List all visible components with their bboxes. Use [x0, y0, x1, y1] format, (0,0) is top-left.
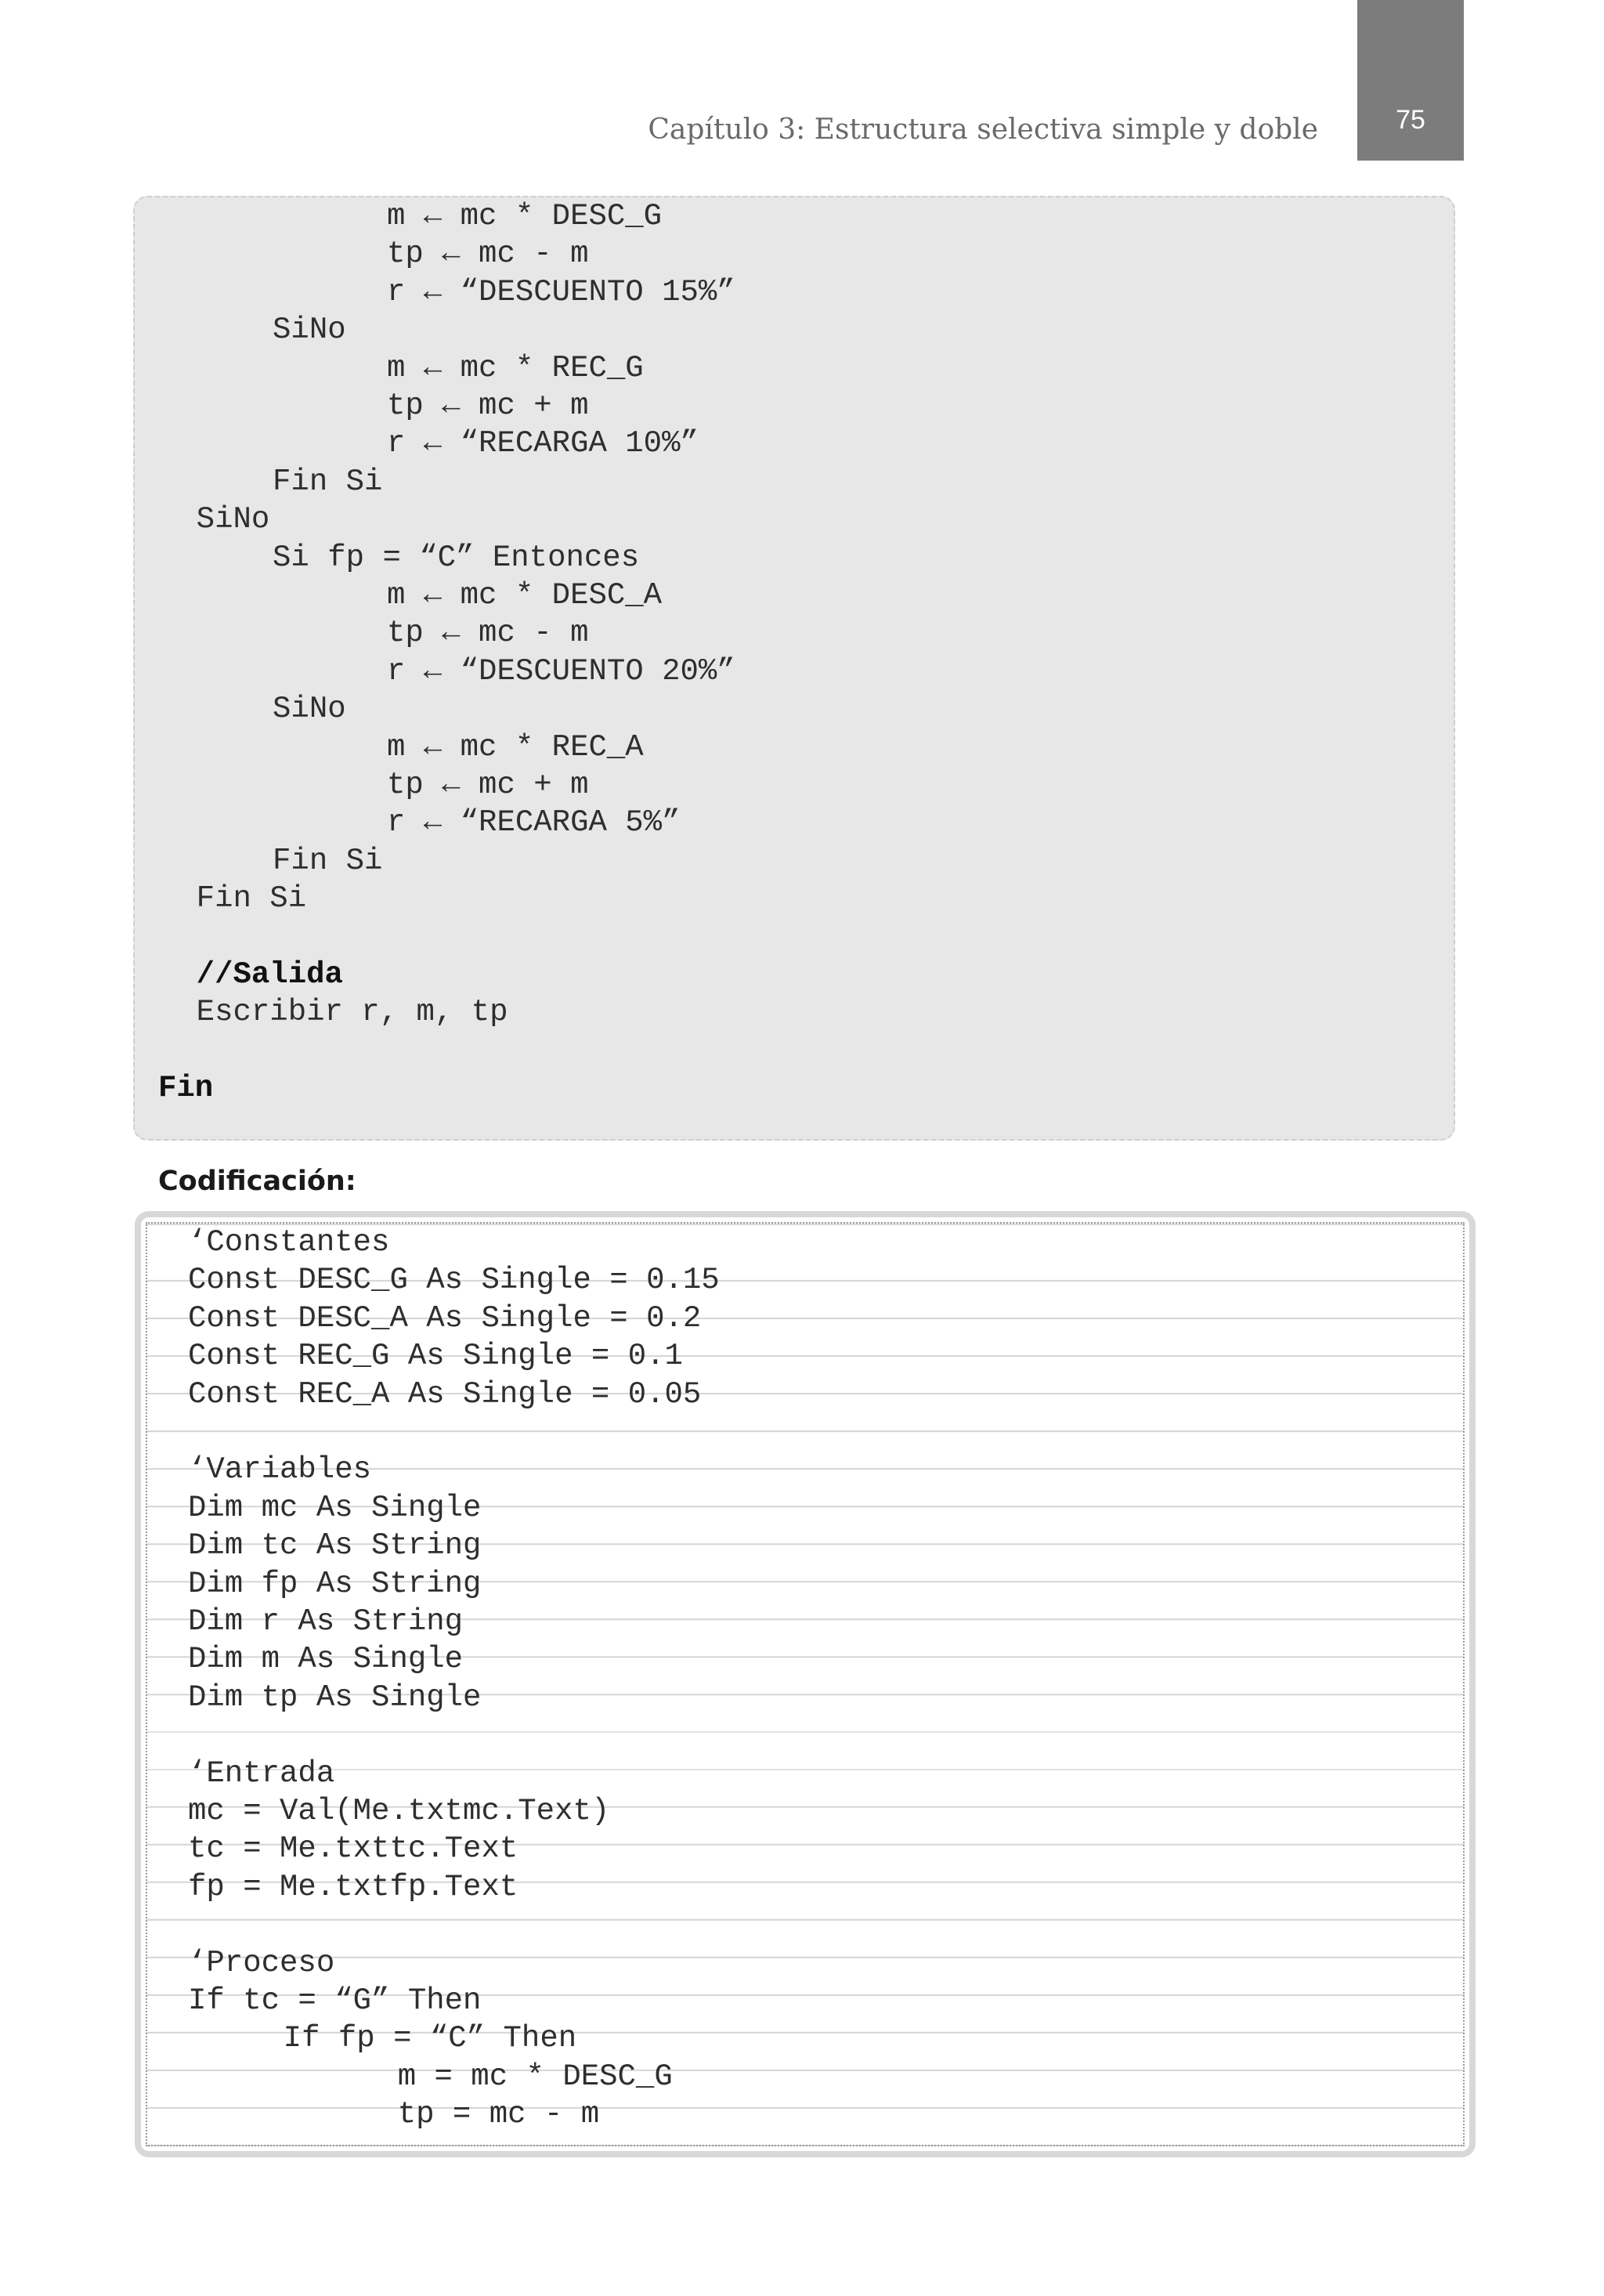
vb-code-line: ‘Entrada: [188, 1755, 335, 1791]
pseudocode-line: r ← “DESCUENTO 20%”: [387, 653, 735, 689]
pseudocode-line: tp ← mc + m: [387, 389, 589, 423]
pseudocode-line: Si fp = “C” Entonces: [273, 540, 640, 575]
pseudocode-line: Fin Si: [273, 464, 383, 499]
vb-code-lined-area: [146, 1222, 1465, 2146]
pseudocode-line: r ← “DESCUENTO 15%”: [387, 274, 735, 309]
vb-code-line: tp = mc - m: [397, 2097, 600, 2132]
pseudocode-line: m ← mc * DESC_A: [387, 578, 663, 613]
pseudocode-line: r ← “RECARGA 5%”: [387, 805, 681, 841]
pseudocode-box: [133, 196, 1455, 1141]
pseudocode-line: Escribir r, m, tp: [196, 995, 508, 1030]
pseudocode-line: //Salida: [196, 957, 343, 992]
vb-code-line: tc = Me.txttc.Text: [188, 1831, 518, 1867]
chapter-title: Capítulo 3: Estructura selectiva simple y doble: [648, 114, 1318, 146]
vb-code-box: [135, 1211, 1476, 2157]
page-number: 75: [1396, 105, 1425, 135]
pseudocode-line: tp ← mc - m: [387, 616, 589, 651]
pseudocode-line: SiNo: [273, 313, 346, 348]
vb-code-line: Dim r As String: [188, 1604, 464, 1639]
vb-code-line: ‘Proceso: [188, 1945, 335, 1980]
vb-code-line: ‘Constantes: [188, 1225, 390, 1260]
pseudocode-line: m ← mc * DESC_G: [387, 199, 663, 233]
vb-code-line: Dim fp As String: [188, 1566, 482, 1601]
vb-code-line: ‘Variables: [188, 1452, 372, 1488]
section-heading-codificacion: Codificación:: [158, 1166, 356, 1197]
vb-code-line: Dim m As Single: [188, 1642, 464, 1677]
vb-code-line: Dim tp As Single: [188, 1680, 482, 1715]
pseudocode-line: tp ← mc + m: [387, 768, 589, 802]
pseudocode-line: m ← mc * REC_G: [387, 350, 644, 385]
pseudocode-line: Fin Si: [196, 881, 307, 917]
vb-code-line: Const DESC_A As Single = 0.2: [188, 1300, 702, 1336]
vb-code-line: fp = Me.txtfp.Text: [188, 1869, 518, 1904]
vb-code-line: If tc = “G” Then: [188, 1983, 482, 2018]
vb-code-line: Const REC_G As Single = 0.1: [188, 1339, 683, 1374]
vb-code-line: m = mc * DESC_G: [397, 2059, 673, 2094]
page-number-tab: [1357, 0, 1464, 161]
vb-code-line: Dim mc As Single: [188, 1490, 482, 1525]
pseudocode-line: r ← “RECARGA 10%”: [387, 426, 699, 461]
pseudocode-line: tp ← mc - m: [387, 237, 589, 272]
vb-code-line: Const REC_A As Single = 0.05: [188, 1376, 702, 1412]
pseudocode-line: m ← mc * REC_A: [387, 729, 644, 765]
pseudocode-line: Fin: [158, 1071, 214, 1106]
vb-code-line: Dim tc As String: [188, 1528, 482, 1564]
pseudocode-line: SiNo: [273, 692, 346, 727]
vb-code-line: Const DESC_G As Single = 0.15: [188, 1263, 720, 1298]
pseudocode-line: Fin Si: [273, 843, 383, 878]
pseudocode-line: SiNo: [196, 502, 270, 537]
vb-code-line: mc = Val(Me.txtmc.Text): [188, 1794, 610, 1828]
vb-code-line: If fp = “C” Then: [283, 2021, 577, 2056]
